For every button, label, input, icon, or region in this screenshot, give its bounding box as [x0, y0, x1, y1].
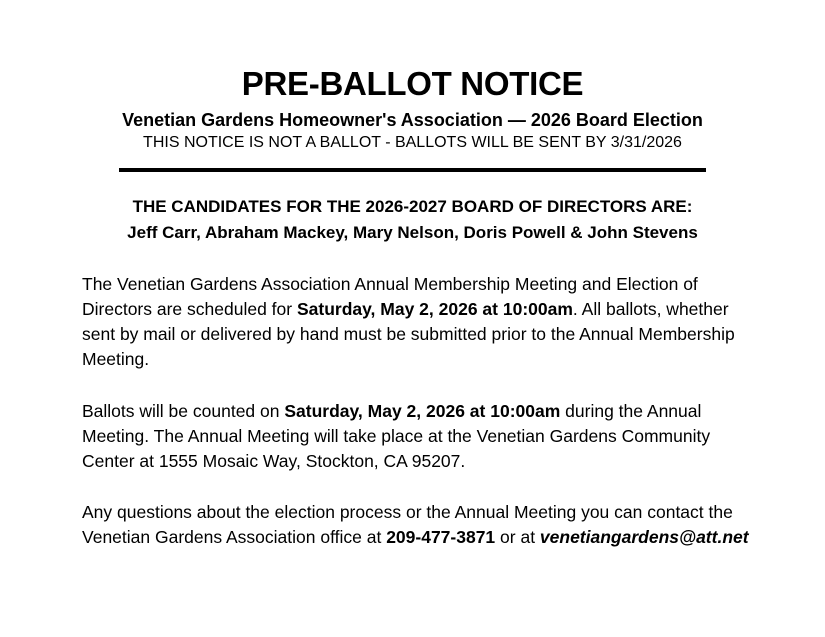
meeting-paragraph: [82, 272, 762, 372]
meeting-text-start: The Venetian Gardens Association Annual Membership Meeting and Election of Directors are scheduled for: [82, 274, 698, 319]
not-a-ballot-notice: THIS NOTICE IS NOT A BALLOT - BALLOTS WILL BE SENT BY 3/31/2026: [143, 134, 682, 151]
contact-text-start: Any questions about the election process or the Annual Meeting you can contact the Venetian Gardens Association office at: [82, 502, 733, 547]
count-text-start: Ballots will be counted on: [82, 401, 285, 421]
contact-paragraph: [82, 500, 762, 550]
meeting-date: Saturday, May 2, 2026 at 10:00am: [296, 299, 573, 319]
contact-phone: 209-477-3871: [386, 527, 496, 547]
meeting-text-end: . All ballots, whether sent by mail or delivered by hand must be submitted prior to the Annual Membership Meeting.: [82, 299, 735, 369]
count-text-end: during the Annual Meeting. The Annual Meeting will take place at the Venetian Gardens Community Center at 1555 Mosaic Way, Stockton, CA 95207.: [82, 401, 711, 471]
count-date: Saturday, May 2, 2026 at 10:00am: [284, 401, 561, 421]
page-title: PRE-BALLOT NOTICE: [241, 65, 584, 102]
contact-email[interactable]: venetiangardens@att.net: [539, 527, 749, 547]
header-divider: [119, 168, 706, 172]
ballot-count-paragraph: [82, 399, 762, 474]
candidates-heading: THE CANDIDATES FOR THE 2026-2027 BOARD OF DIRECTORS ARE:: [132, 197, 693, 216]
candidates-names: Jeff Carr, Abraham Mackey, Mary Nelson, Doris Powell & John Stevens: [127, 223, 698, 242]
association-subtitle: Venetian Gardens Homeowner's Association — 2026 Board Election: [122, 110, 703, 130]
contact-text-mid: or at: [495, 527, 540, 547]
